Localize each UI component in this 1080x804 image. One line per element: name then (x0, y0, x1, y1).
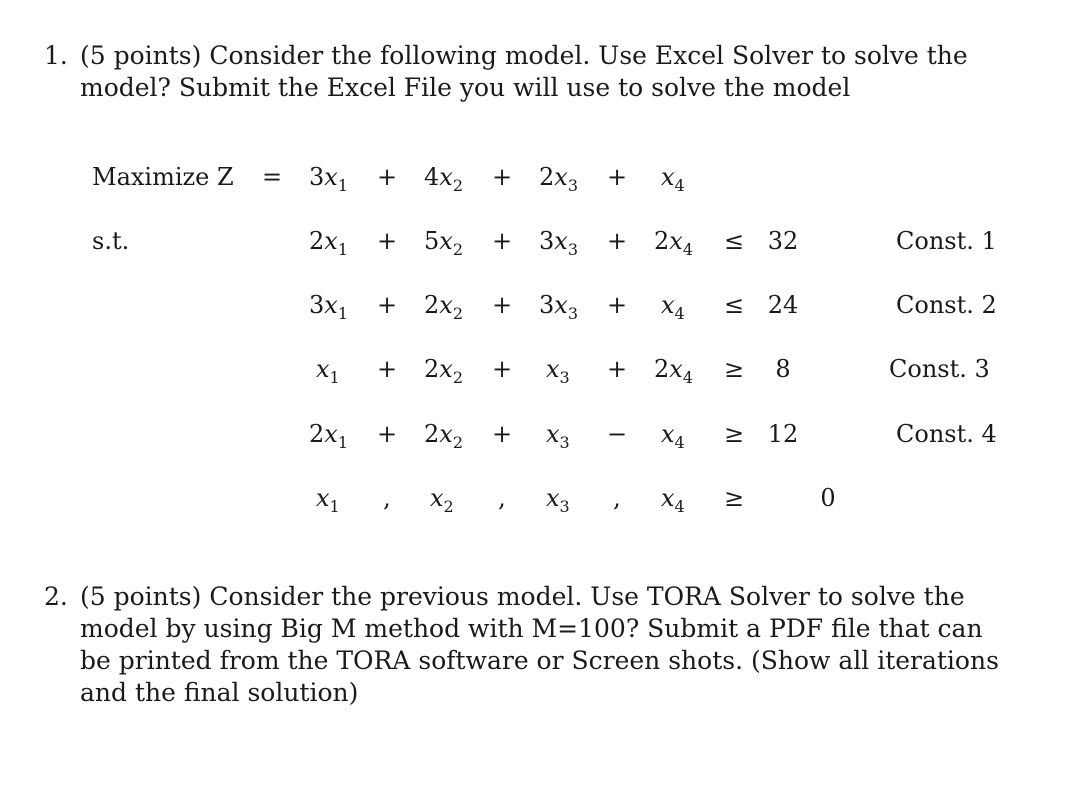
objective-label-text: Maximize Z (92, 163, 234, 191)
const-1-term-4-sub: 4 (682, 240, 694, 259)
const-4-op-4: − (606, 420, 628, 448)
const-1-term-2 (424, 226, 463, 259)
const-4-term-1-sub: 1 (337, 433, 349, 452)
const-4-term-3 (546, 419, 570, 452)
const-1-term-2-var: x (439, 227, 453, 255)
const-3-term-3 (546, 354, 570, 387)
const-2-term-1-sub: 1 (337, 304, 349, 323)
const-3-term-2-var: x (439, 355, 453, 383)
nonneg-x2 (430, 483, 454, 516)
const-3-term-4-sub: 4 (682, 368, 694, 387)
nonneg-x2-sub: 2 (443, 497, 454, 516)
const-3-term-3-sub: 3 (559, 368, 570, 387)
const-2-op-4: + (606, 291, 628, 319)
const-4-term-1-coef: 2 (309, 420, 325, 448)
obj-term-3-sub: 3 (567, 176, 579, 195)
const-2-term-3-var: x (554, 291, 568, 319)
const-1-term-3-var: x (554, 227, 568, 255)
const-2-term-1-coef: 3 (309, 291, 325, 319)
problem-1-number: 1. (44, 41, 68, 70)
problem-2-number: 2. (44, 582, 68, 611)
const-2-term-3 (539, 290, 578, 323)
const-3-op-2: + (376, 355, 398, 383)
nonneg-sep-2: , (498, 484, 506, 512)
const-2-name: Const. 2 (896, 291, 997, 319)
nonneg-x4 (661, 483, 685, 516)
obj-term-1-sub: 1 (337, 176, 349, 195)
const-4-term-2-coef: 2 (424, 420, 440, 448)
nonneg-x3-var: x (546, 484, 560, 512)
const-1-term-1-coef: 2 (309, 227, 325, 255)
const-3-term-1-sub: 1 (329, 368, 340, 387)
const-4-term-1-var: x (324, 420, 338, 448)
const-2-term-3-coef: 3 (539, 291, 555, 319)
const-3-relation: ≥ (723, 355, 745, 383)
const-4-term-1 (309, 419, 348, 452)
const-4-term-4-sub: 4 (674, 433, 685, 452)
problem-2-text (80, 581, 999, 709)
problem-1-line-1: (5 points) Consider the following model. Use Excel Solver to solve the (80, 41, 968, 70)
obj-term-4-var: x (661, 163, 675, 191)
const-1-term-1-sub: 1 (337, 240, 349, 259)
nonneg-x1-sub: 1 (329, 497, 340, 516)
const-4-op-3: + (491, 420, 513, 448)
const-1-term-1-var: x (324, 227, 338, 255)
obj-term-1-coef: 3 (309, 163, 325, 191)
const-1-term-4-coef: 2 (654, 227, 670, 255)
problem-2-line-1: (5 points) Consider the previous model. Use TORA Solver to solve the (80, 582, 965, 611)
nonneg-x1-var: x (316, 484, 330, 512)
obj-op-3: + (491, 163, 513, 191)
obj-term-3 (539, 162, 578, 195)
const-1-op-2: + (376, 227, 398, 255)
const-2-term-4-sub: 4 (674, 304, 685, 323)
obj-op-2: + (376, 163, 398, 191)
nonneg-rhs: 0 (820, 484, 836, 512)
problem-1-line-2: model? Submit the Excel File you will use to solve the model (80, 73, 851, 102)
problem-2-line-2: model by using Big M method with M=100? Submit a PDF file that can (80, 614, 983, 643)
const-3-rhs: 8 (775, 355, 791, 383)
obj-term-2-var: x (439, 163, 453, 191)
equals-sign: = (261, 163, 283, 191)
const-2-rhs: 24 (767, 291, 799, 319)
nonneg-x2-var: x (430, 484, 444, 512)
const-2-op-2: + (376, 291, 398, 319)
obj-term-2 (424, 162, 463, 195)
nonneg-x4-sub: 4 (674, 497, 685, 516)
const-4-op-2: + (376, 420, 398, 448)
const-4-term-2 (424, 419, 463, 452)
const-3-term-1 (316, 354, 340, 387)
const-3-term-3-var: x (546, 355, 560, 383)
const-1-rhs: 32 (767, 227, 799, 255)
st-label: s.t. (92, 227, 130, 255)
obj-op-4: + (606, 163, 628, 191)
const-2-term-1 (309, 290, 348, 323)
const-2-term-4-var: x (661, 291, 675, 319)
problem-2-line-3: be printed from the TORA software or Screen shots. (Show all iterations (80, 646, 999, 675)
problem-2 (44, 581, 999, 709)
const-1-term-4 (654, 226, 693, 259)
const-1-term-3-sub: 3 (567, 240, 579, 259)
const-1-relation: ≤ (723, 227, 745, 255)
const-2-term-4 (661, 290, 685, 323)
obj-term-2-coef: 4 (424, 163, 440, 191)
nonneg-x1 (316, 483, 340, 516)
const-2-term-2-coef: 2 (424, 291, 440, 319)
const-3-term-1-var: x (316, 355, 330, 383)
nonneg-relation: ≥ (723, 484, 745, 512)
const-2-term-2-var: x (439, 291, 453, 319)
objective-label (92, 162, 234, 192)
const-2-term-3-sub: 3 (567, 304, 579, 323)
const-1-term-3-coef: 3 (539, 227, 555, 255)
obj-term-3-var: x (554, 163, 568, 191)
nonneg-x4-var: x (661, 484, 675, 512)
const-1-term-2-coef: 5 (424, 227, 440, 255)
nonneg-sep-1: , (383, 484, 391, 512)
obj-term-4 (661, 162, 685, 195)
const-1-term-2-sub: 2 (452, 240, 464, 259)
obj-term-1-var: x (324, 163, 338, 191)
const-1-op-4: + (606, 227, 628, 255)
const-3-op-4: + (606, 355, 628, 383)
const-1-term-3 (539, 226, 578, 259)
const-4-term-3-var: x (546, 420, 560, 448)
const-3-term-4-coef: 2 (654, 355, 670, 383)
const-2-term-2 (424, 290, 463, 323)
const-2-op-3: + (491, 291, 513, 319)
const-2-term-1-var: x (324, 291, 338, 319)
nonneg-sep-3: , (613, 484, 621, 512)
const-2-term-2-sub: 2 (452, 304, 464, 323)
const-1-name: Const. 1 (896, 227, 997, 255)
problem-2-line-4: and the final solution) (80, 678, 359, 707)
obj-term-4-sub: 4 (674, 176, 685, 195)
const-3-term-4-var: x (669, 355, 683, 383)
const-2-relation: ≤ (723, 291, 745, 319)
const-3-op-3: + (491, 355, 513, 383)
const-4-term-2-sub: 2 (452, 433, 464, 452)
const-4-relation: ≥ (723, 420, 745, 448)
const-4-name: Const. 4 (896, 420, 997, 448)
const-4-term-2-var: x (439, 420, 453, 448)
const-4-term-3-sub: 3 (559, 433, 570, 452)
const-3-term-4 (654, 354, 693, 387)
nonneg-x3-sub: 3 (559, 497, 570, 516)
const-4-term-4-var: x (661, 420, 675, 448)
obj-term-3-coef: 2 (539, 163, 555, 191)
const-1-op-3: + (491, 227, 513, 255)
nonneg-x3 (546, 483, 570, 516)
const-4-rhs: 12 (767, 420, 799, 448)
const-4-term-4 (661, 419, 685, 452)
const-3-term-2-sub: 2 (452, 368, 464, 387)
obj-term-1 (309, 162, 348, 195)
const-3-term-2 (424, 354, 463, 387)
obj-term-2-sub: 2 (452, 176, 464, 195)
const-3-name: Const. 3 (889, 355, 990, 383)
const-3-term-2-coef: 2 (424, 355, 440, 383)
const-1-term-1 (309, 226, 348, 259)
const-1-term-4-var: x (669, 227, 683, 255)
